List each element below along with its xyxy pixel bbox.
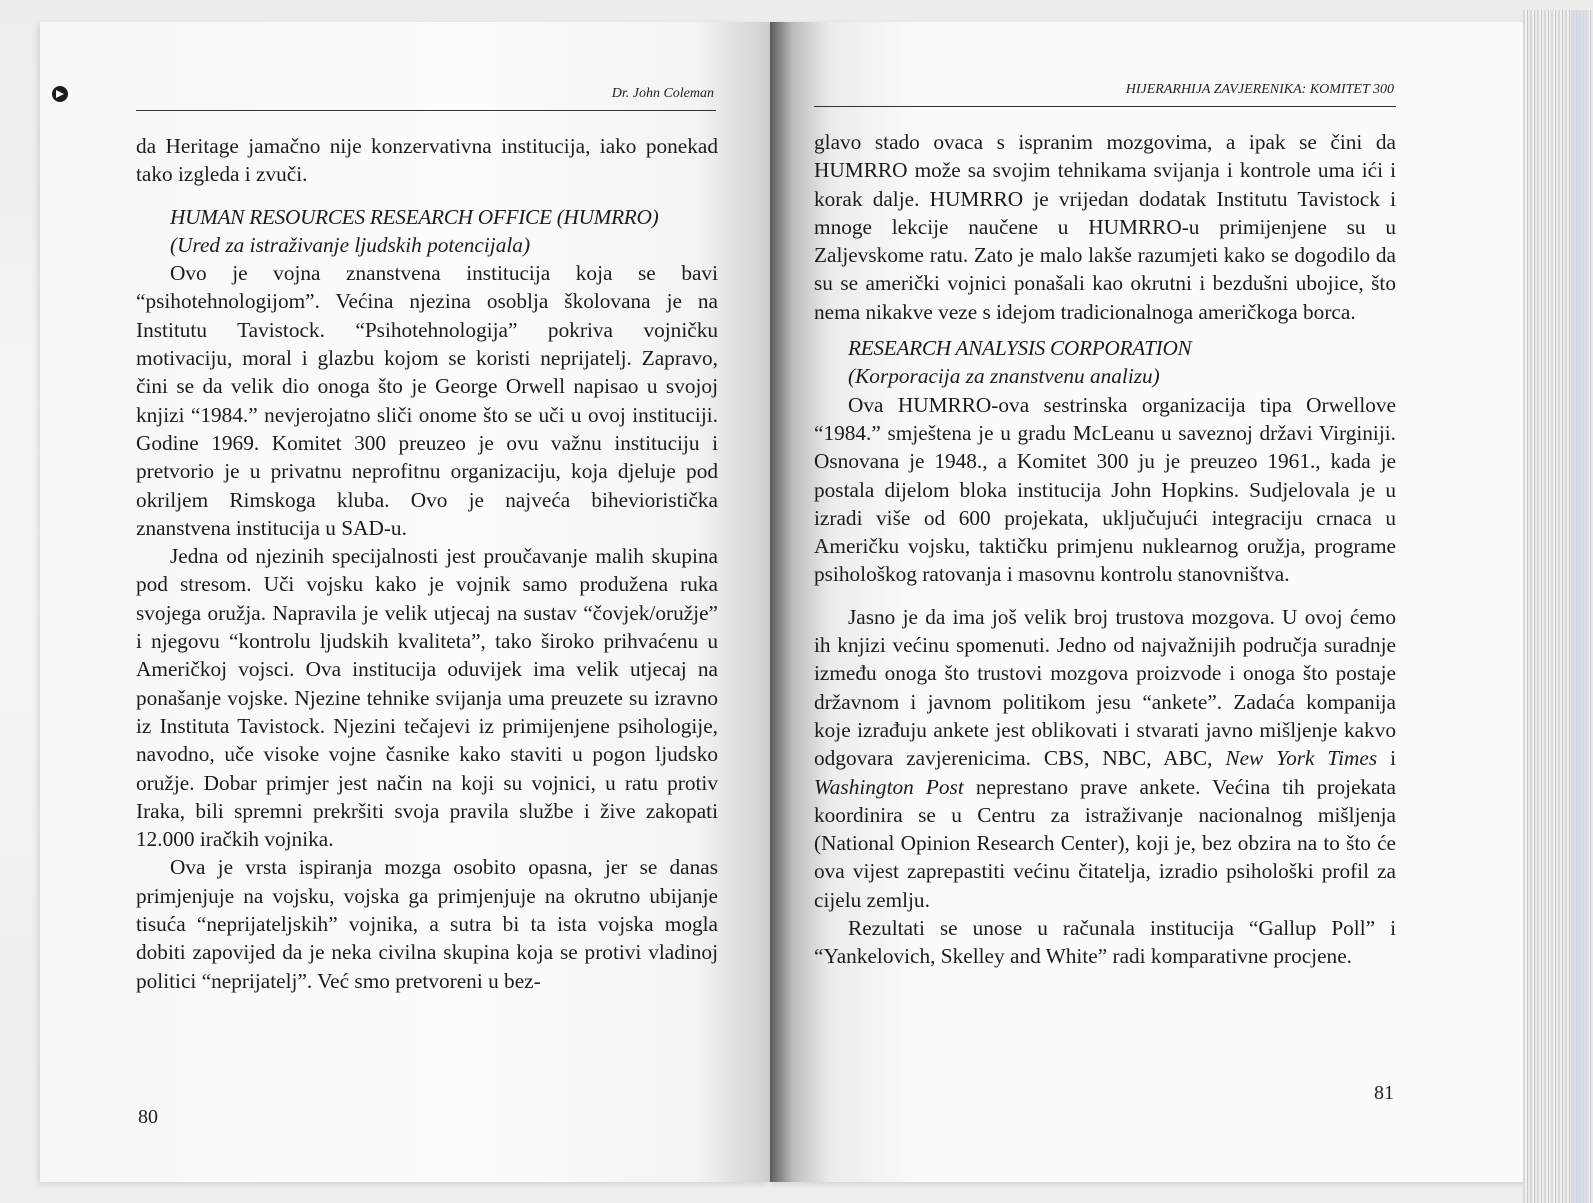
paragraph-text: i (1377, 746, 1396, 771)
header-rule (814, 106, 1396, 107)
paragraph: Ovo je vojna znanstvena institucija koja se bavi “psihotehnologijom”. Većina njezina osoblja školovana je na Institutu Tavistock. “Psihotehnologija” pokriva vojničku motivaciju, moral i glazbu kojom se koristi neprijatelj. Zapravo, čini se da velik dio onoga što je George Orwell napisao u svojoj knjizi “1984.” nevjerojatno sliči onome što se uči u ovoj instituciji. Godine 1969. Komitet 300 preuzeo je ovu važnu instituciju i pretvorio je u privatnu neprofitnu organizaciju, koja djeluje pod okriljem Rimskoga kluba. Ovo je najveća bihevioristička znanstvena institucija u SAD-u. (136, 261, 718, 540)
paragraph (814, 603, 1396, 914)
right-body (814, 128, 1396, 971)
opening-paragraph: glavo stado ovaca s ispranim mozgovima, a ipak se čini da HUMRRO može sa svojim tehnikama svijanja i kontrole uma ići i korak dalje. HUMRRO je vrijedan dodatak Institutu Tavistock i mnoge lekcije naučene u HUMRRO-u primijenjene su u Zaljevskome ratu. Zato je malo lakše razumjeti kako se dogodilo da su se američki vojnici ponašali kao okrutni i bezdušni ubojice, što nema nikakve veze s idejom tradicionalnoga američkoga borca. (814, 130, 1396, 324)
opening-paragraph: da Heritage jamačno nije konzervativna institucija, iako ponekad tako izgleda i zvuči. (136, 134, 718, 187)
paragraph: Jedna od njezinih specijalnosti jest proučavanje malih skupina pod stresom. Uči vojsku kako je vojnik samo produžena ruka svojega oružja. Napravila je velik utjecaj na sustav “čovjek/oružje” i njegovu “kontrolu ljudskih kvaliteta”, tako široko prihvaćenu u Američkoj vojsci. Ova institucija oduvijek ima velik utjecaj na ponašanje vojske. Njezine tehnike svijanja uma preuzete su izravno iz Instituta Tavistock. Njezini tečajevi iz primijenjene psihologije, navodno, uče visoke vojne časnike kako staviti u pogon ljudsko oružje. Dobar primjer jest način na koji su vojnici, u ratu protiv Iraka, bili spremni prekršiti svoja pravila službe i žive zakopati 12.000 iračkih vojnika. (136, 544, 718, 852)
paragraph-text: neprestano prave ankete. Većina tih projekata koordinira se u Centru za istraživanje nacionalnog mišljenja (National Opinion Research Center), koji je, bez obzira na to što će ova vijest zaprepastiti većinu čitatelja, izradio psihološki profil za cijelu zemlju. (814, 774, 1396, 912)
paragraph: Rezultati se unose u računala institucija “Gallup Poll” i “Yankelovich, Skelley and White” radi komparativne procjene. (814, 916, 1396, 969)
publication-name: New York Times (1225, 746, 1378, 771)
left-body (136, 132, 718, 995)
paragraph: Ova je vrsta ispiranja mozga osobito opasna, jer se danas primjenjuje na vojsku, vojska ga primjenjuje na okrutno ubijanje tisuća “neprijateljskih” vojnika, a sutra bi ta ista vojska mogla dobiti zapovijed da je neka civilna skupina koja se protivi vladinoj politici “neprijatelj”. Već smo pretvoreni u bez- (136, 855, 718, 993)
page-number: 81 (1374, 1082, 1394, 1104)
page-edges (1523, 10, 1593, 1203)
publication-name: Washington Post (814, 774, 964, 799)
paragraph-text: Jasno je da ima još velik broj trustova mozgova. U ovoj ćemo ih knjizi većinu spomenuti. Jedno od najvažnijih područja suradnje između onoga što trustovi mozgova proizvode i onoga što postaje državnom i javnom politikom jesu “ankete”. Zadaća kompanija koje izrađuju ankete jest oblikovati i stvarati javno mišljenje kakvo odgovara zavjerenicima. CBS, NBC, ABC, (814, 604, 1396, 771)
running-head: HIJERARHIJA ZAVJERENIKA: KOMITET 300 (1125, 82, 1394, 97)
page-number: 80 (138, 1106, 158, 1128)
running-head: Dr. John Coleman (611, 86, 714, 101)
left-page (40, 22, 770, 1182)
publisher-logo-icon (50, 84, 70, 104)
paragraph: Ova HUMRRO-ova sestrinska organizacija tipa Orwellove “1984.” smještena je u gradu McLeanu u saveznoj državi Virginiji. Osnovana je 1948., a Komitet 300 ju je preuzeo 1961., kada je postala dijelom bloka institucija John Hopkins. Sudjelovala je u izradi više od 600 projekata, uključujući integraciju crnaca u Američku vojsku, taktičku primjenu nuklearnog oružja, programe psihološkog ratovanja i masovnu kontrolu stanovništva. (814, 392, 1396, 587)
section-title: RESEARCH ANALYSIS CORPORATION (848, 336, 1192, 361)
header-rule (136, 110, 716, 111)
section-title: HUMAN RESOURCES RESEARCH OFFICE (HUMRRO) (170, 204, 659, 229)
section-subtitle: (Korporacija za znanstvenu analizu) (848, 364, 1160, 389)
right-page (770, 22, 1530, 1182)
section-subtitle: (Ured za istraživanje ljudskih potencijala) (170, 232, 531, 257)
